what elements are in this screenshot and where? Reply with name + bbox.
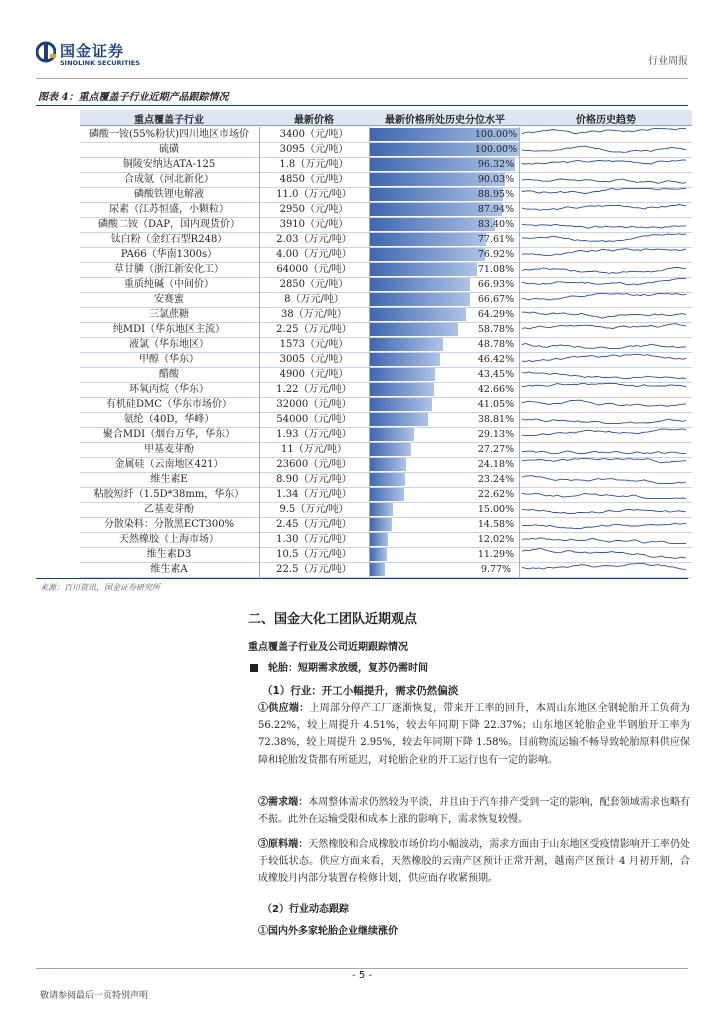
table-row [80,142,692,157]
percentile-label: 77.61% [477,234,515,245]
paragraph-label: ①供应端： [258,703,310,714]
cell-industry: 磷酸二铵（DAP，国内现货价） [98,219,240,230]
price-trend-sparkline [520,232,692,247]
footer-disclaimer: 敬请参阅最后一页特别声明 [40,991,149,1001]
percentile-bar [370,263,477,276]
price-trend-sparkline [520,532,692,547]
cell-industry: 硫磺 [159,144,179,155]
cell-price: 1573（元/吨） [279,339,349,350]
percentile-label: 24.18% [477,459,515,470]
price-trend-sparkline [520,562,692,577]
cell-price: 4.00（万元/吨） [276,249,352,260]
heading-dynamics: （2）行业动态跟踪 [262,904,349,915]
price-trend-sparkline [520,322,692,337]
table-row [80,382,692,397]
logo-text-cn: 国金证券 [60,42,125,60]
cell-industry: 甲醇（华东） [139,354,199,365]
cell-price: 2850（元/吨） [279,279,349,290]
percentile-label: 23.24% [477,474,515,485]
cell-industry: 甲基麦芽酚 [144,444,194,455]
percentile-label: 22.62% [477,489,515,500]
price-trend-sparkline [520,397,692,412]
table-row [80,262,692,277]
percentile-bar [370,428,414,441]
table-row [80,217,692,232]
percentile-label: 15.00% [477,504,515,515]
cell-price: 22.5（万元/吨） [276,564,352,575]
table-row [80,532,692,547]
table-row [80,562,692,577]
table-row [80,442,692,457]
table-row [80,232,692,247]
price-trend-sparkline [520,172,692,187]
table-row [80,352,692,367]
percentile-bar [370,473,405,486]
table-header [80,110,692,126]
percentile-label: 66.93% [477,279,515,290]
price-trend-sparkline [520,457,692,472]
price-trend-sparkline [520,247,692,262]
percentile-label: 96.32% [477,159,515,170]
cell-industry: 醋酸 [159,369,179,380]
price-trend-sparkline [520,337,692,352]
cell-industry: 维生素D3 [146,549,192,560]
table-row [80,172,692,187]
percentile-label: 100.00% [474,144,518,155]
cell-price: 3095（元/吨） [279,144,349,155]
percentile-label: 90.03% [477,174,515,185]
price-trend-sparkline [520,187,692,202]
price-trend-sparkline [520,517,692,532]
cell-industry: 分散染料：分散黑ECT300% [103,519,235,530]
cell-price: 9.5（万元/吨） [279,504,349,515]
table-row [80,292,692,307]
percentile-label: 87.94% [477,204,515,215]
table-row [80,307,692,322]
cell-industry: 乙基麦芽酚 [144,504,194,515]
price-trend-sparkline [520,502,692,517]
cell-price: 32000（元/吨） [276,399,352,410]
percentile-label: 14.58% [477,519,515,530]
cell-industry: 有机硅DMC（华东市场价） [106,399,232,410]
square-bullet-icon [250,664,258,672]
page-number: - 5 - [352,970,372,981]
cell-price: 4850（元/吨） [279,174,349,185]
price-trend-sparkline [520,307,692,322]
percentile-bar [370,503,393,516]
price-trend-sparkline [520,127,692,142]
table-row [80,397,692,412]
cell-price: 1.30（万元/吨） [276,534,352,545]
col-header-price: 最新价格 [294,115,334,126]
cell-industry: 维生素E [150,474,188,485]
table-row [80,127,692,142]
cell-industry: 维生素A [150,564,188,575]
cell-industry: 合成氨（河北新化） [124,174,214,185]
cell-price: 54000（元/吨） [276,414,352,425]
percentile-bar [370,308,466,321]
logo-text-en: SINOLINK SECURITIES [60,59,140,67]
cell-industry: 液氯（华东地区） [129,339,209,350]
cell-industry: 磷酸一铵(55%粉状)四川地区市场价 [88,129,250,140]
cell-price: 3400（元/吨） [279,129,349,140]
cell-price: 2950（元/吨） [279,204,349,215]
percentile-bar [370,443,411,456]
cell-price: 3910（元/吨） [279,219,349,230]
column-divider [519,127,520,577]
figure-title: 图表 4：重点覆盖子行业近期产品跟踪情况 [38,92,229,103]
cell-price: 23600（元/吨） [276,459,352,470]
col-header-industry: 重点覆盖子行业 [134,115,204,126]
page-header [36,38,688,78]
cell-price: 8（万元/吨） [284,294,344,305]
paragraph-text: 天然橡胶和合成橡胶市场价均小幅波动，需求方面由于山东地区受疫情影响开工率仍处于较低状态。供应方面来看，天然橡胶的云南产区预计正常开割，越南产区预计 4 月初开割，合成橡胶月内部分装置存检修计划，供应面存收紧预期。 [258,839,691,885]
table-row [80,367,692,382]
price-trend-sparkline [520,547,692,562]
table-row [80,247,692,262]
report-type: 行业周报 [648,56,688,67]
percentile-label: 46.42% [477,354,515,365]
cell-price: 11（万元/吨） [280,444,348,455]
table-row [80,277,692,292]
paragraph-label: ③原料端： [258,839,309,850]
cell-industry: 磷酸铁锂电解液 [134,189,204,200]
cell-price: 2.03（万元/吨） [276,234,352,245]
price-trend-sparkline [520,367,692,382]
cell-price: 1.8（万元/吨） [279,159,349,170]
price-trend-sparkline [520,352,692,367]
cell-price: 2.45（万元/吨） [276,519,352,530]
table-row [80,202,692,217]
cell-price: 10.5（万元/吨） [276,549,352,560]
paragraph-text: 本周整体需求仍然较为平淡，并且由于汽车排产受到一定的影响，配套领域需求也略有不振。此外在运输受限和成本上涨的影响下，需求恢复较慢。 [258,797,691,826]
percentile-bar [370,338,443,351]
figure-bottom-rule [36,578,688,579]
figure-top-rule [36,105,688,106]
header-divider [36,78,688,79]
table-row [80,547,692,562]
column-divider [259,127,260,577]
table-row [80,472,692,487]
column-divider [369,127,370,577]
percentile-label: 100.00% [474,129,518,140]
cell-industry: 聚合MDI（烟台万华，华东） [102,429,236,440]
percentile-label: 9.77% [480,564,512,575]
cell-price: 3005（元/吨） [279,354,349,365]
price-trend-sparkline [520,442,692,457]
percentile-bar [370,413,428,426]
percentile-label: 11.29% [477,549,515,560]
percentile-bar [370,398,432,411]
cell-price: 1.22（万元/吨） [276,384,352,395]
table-row [80,502,692,517]
percentile-label: 71.08% [477,264,515,275]
cell-price: 38（万元/吨） [280,309,348,320]
percentile-label: 48.78% [477,339,515,350]
table-row [80,187,692,202]
percentile-bar [370,563,385,576]
cell-price: 11.0（万元/吨） [276,189,352,200]
percentile-label: 43.45% [477,369,515,380]
percentile-label: 83.40% [477,219,515,230]
figure-source: 来源：百川资讯，国金证券研究所 [40,583,160,592]
heading-price-hike: ①国内外多家轮胎企业继续涨价 [258,926,398,937]
table-row [80,517,692,532]
percentile-bar [370,533,388,546]
cell-industry: 纯MDI（华东地区主流） [112,324,226,335]
paragraph-supply [258,700,690,769]
percentile-label: 64.29% [477,309,515,320]
footer-divider [36,968,688,969]
price-trend-sparkline [520,277,692,292]
percentile-bar [370,368,435,381]
table-row [80,457,692,472]
paragraph-text: 上周部分停产工厂逐渐恢复，带来开工率的回升，本周山东地区全钢轮胎开工负荷为 56.22%，较上周提升 4.51%，较去年同期下降 22.37%；山东地区轮胎企业半钢胎开工率为 72.38%，较上周提升 2.95%，较去年同期下降 1.58%。目前物流运输不畅导致轮胎原料供应保障和轮胎发货都有所延迟，对轮胎企业的开工运行也有一定的影响。 [258,703,691,766]
percentile-bar [370,458,406,471]
paragraph-material [258,836,690,888]
percentile-label: 29.13% [477,429,515,440]
cell-industry: 重质纯碱（中间价） [124,279,214,290]
cell-industry: 铜陵安纳达ATA-125 [122,159,216,170]
col-header-trend: 价格历史趋势 [576,115,636,126]
cell-industry: 氨纶（40D，华峰） [123,414,215,425]
price-trend-sparkline [520,382,692,397]
cell-price: 2.25（万元/吨） [276,324,352,335]
price-trend-sparkline [520,262,692,277]
cell-industry: 环氧丙烷（华东） [129,384,209,395]
table-row [80,487,692,502]
cell-industry: 金属硅（云南地区421） [114,459,224,470]
percentile-label: 58.78% [477,324,515,335]
price-trend-sparkline [520,217,692,232]
cell-industry: 三氯蔗糖 [149,309,189,320]
cell-price: 1.34（万元/吨） [276,489,352,500]
price-trend-sparkline [520,142,692,157]
cell-industry: 粘胶短纤（1.5D*38mm，华东） [93,489,245,500]
paragraph-label: ②需求端： [258,797,309,808]
cell-industry: PA66（华南1300s） [120,249,218,260]
price-trend-sparkline [520,427,692,442]
price-trend-sparkline [520,472,692,487]
table-row [80,412,692,427]
table-row [80,427,692,442]
heading-industry: （1）行业：开工小幅提升，需求仍然偏淡 [262,685,459,697]
cell-industry: 草甘膦（浙江新安化工） [114,264,224,275]
col-header-percentile: 最新价格所处历史分位水平 [385,115,505,126]
percentile-label: 38.81% [477,414,515,425]
cell-price: 8.90（万元/吨） [276,474,352,485]
percentile-bar [370,353,440,366]
table-row [80,322,692,337]
bullet-text: 轮胎：短期需求放缓，复苏仍需时间 [268,663,428,674]
paragraph-demand [258,794,690,828]
price-trend-sparkline [520,157,692,172]
percentile-bar [370,548,387,561]
percentile-label: 12.02% [477,534,515,545]
cell-industry: 钛白粉（金红石型R248） [110,234,228,245]
cell-industry: 天然橡胶（上海市场） [119,534,219,545]
percentile-label: 88.95% [477,189,515,200]
sinolink-logo-icon [36,40,56,64]
percentile-bar [370,278,470,291]
section-title: 二、国金大化工团队近期观点 [248,612,418,627]
percentile-label: 41.05% [477,399,515,410]
percentile-bar [370,323,458,336]
cell-price: 4900（元/吨） [279,369,349,380]
table-row [80,157,692,172]
percentile-label: 66.67% [477,294,515,305]
cell-price: 1.93（万元/吨） [276,429,352,440]
price-trend-sparkline [520,487,692,502]
price-trend-sparkline [520,412,692,427]
price-trend-sparkline [520,292,692,307]
cell-price: 64000（元/吨） [276,264,352,275]
percentile-bar [370,518,392,531]
percentile-bar [370,383,434,396]
percentile-bar [370,293,470,306]
table-row [80,337,692,352]
percentile-label: 42.66% [477,384,515,395]
percentile-label: 27.27% [477,444,515,455]
percentile-label: 76.92% [477,249,515,260]
price-trend-sparkline [520,202,692,217]
bullet-tire [250,659,428,674]
cell-industry: 尿素（江苏恒盛，小颗粒） [109,204,229,215]
percentile-bar [370,488,404,501]
cell-industry: 安赛蜜 [154,294,184,305]
subsection-title: 重点覆盖子行业及公司近期跟踪情况 [248,642,408,653]
